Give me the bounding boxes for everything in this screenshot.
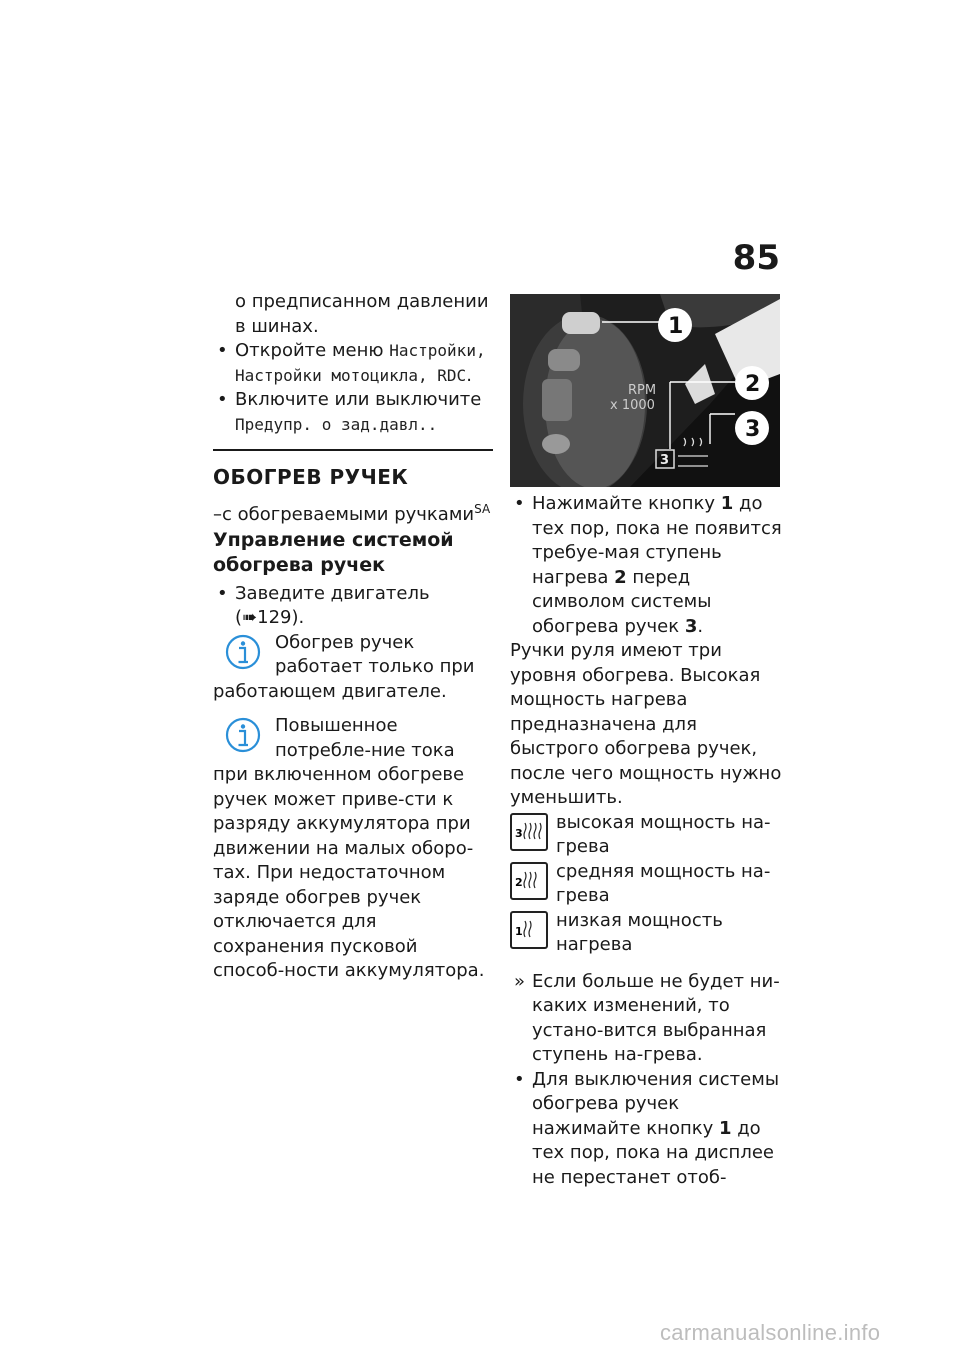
heat-level-3-icon bbox=[510, 813, 548, 851]
result-mark: » bbox=[514, 970, 526, 992]
info-icon bbox=[225, 633, 261, 671]
heat-level-low: 1 низкая мощность нагрева bbox=[510, 909, 782, 958]
svg-text:3: 3 bbox=[745, 417, 761, 442]
menu-item: Предупр. о зад.давл.. bbox=[235, 414, 438, 434]
info-note-battery: Повышенное потребле-ние тока при включенном обогреве ручек может приве-сти к разряду аккумулятора при движении на малых оборо-тах. При недостаточном заряде обогрев ручек отключается для сохранения пусковой способ-ности аккумулятора. bbox=[213, 715, 485, 981]
heat-level-1-icon bbox=[510, 911, 548, 949]
svg-text:2: 2 bbox=[745, 372, 761, 397]
callout-1 bbox=[658, 308, 692, 342]
handlebar-illustration bbox=[510, 294, 780, 487]
heat-level-2-icon bbox=[510, 862, 548, 900]
bullet-icon: • bbox=[514, 493, 525, 514]
info-note-engine: Обогрев ручек работает только при работающем двигателе. bbox=[213, 631, 475, 702]
svg-text:2: 2 bbox=[515, 875, 523, 889]
step-open-menu: • Откройте меню Настройки, Настройки мотоцикла, RDC. bbox=[217, 340, 486, 386]
svg-text:3: 3 bbox=[515, 826, 523, 840]
display-rpm-label: RPM bbox=[628, 383, 657, 398]
step-toggle-warning: • Включите или выключите Предупр. о зад.давл.. bbox=[217, 389, 482, 434]
heat-level-high: 3 высокая мощность на-грева bbox=[510, 811, 782, 860]
bullet-icon: • bbox=[217, 389, 228, 410]
subsection-title: Управление системой обогрева ручек bbox=[213, 528, 454, 576]
display-scale-label: x 1000 bbox=[610, 398, 655, 413]
page-ref-arrow-icon: ➠ bbox=[242, 607, 258, 628]
result-line: » Если больше не будет ни-каких изменений, то устано-вится выбранная ступень на-грева. bbox=[514, 970, 780, 1065]
watermark: carmanualsonline.info bbox=[660, 1320, 881, 1345]
bullet-icon: • bbox=[514, 1068, 525, 1090]
svg-text:1: 1 bbox=[668, 314, 684, 339]
handlebar-switch-photo bbox=[510, 294, 780, 487]
left-column bbox=[213, 290, 493, 984]
display-level-number: 3 bbox=[660, 453, 670, 468]
bullet-icon: • bbox=[217, 582, 228, 604]
heating-levels-text: Ручки руля имеют три уровня обогрева. Высокая мощность нагрева предназначена для быстрого обогрева ручек, после чего мощность нужно уменьшить. bbox=[510, 640, 782, 808]
section-title: ОБОГРЕВ РУЧЕК bbox=[213, 449, 493, 489]
callout-2 bbox=[735, 366, 769, 400]
callout-3 bbox=[735, 411, 769, 445]
step-switch-off: • Для выключения системы обогрева ручек нажимайте кнопку 1 до тех пор, пока на дисплее не перестанет отоб- bbox=[514, 1068, 780, 1188]
step-start-engine: • Заведите двигатель (➠129). bbox=[217, 582, 430, 628]
info-icon bbox=[225, 716, 261, 754]
bullet-icon: • bbox=[217, 340, 228, 361]
right-column bbox=[510, 492, 782, 1190]
heat-level-medium: 2 средняя мощность на-грева bbox=[510, 860, 782, 909]
menu-path: Настройки, Настройки мотоцикла, RDC bbox=[235, 341, 486, 385]
step-press-button: • Нажимайте кнопку 1 до тех пор, пока не появится требуе-мая ступень нагрева 2 перед символом системы обогрева ручек 3. bbox=[514, 493, 782, 637]
special-equipment-mark: SA bbox=[474, 502, 491, 516]
page-number: 85 bbox=[732, 238, 780, 278]
intro-continuation: о предписанном давлении в шинах. bbox=[235, 291, 489, 337]
svg-text:1: 1 bbox=[515, 924, 523, 938]
equipment-line: –с обогреваемыми ручками$^{SA}$ bbox=[213, 502, 491, 525]
